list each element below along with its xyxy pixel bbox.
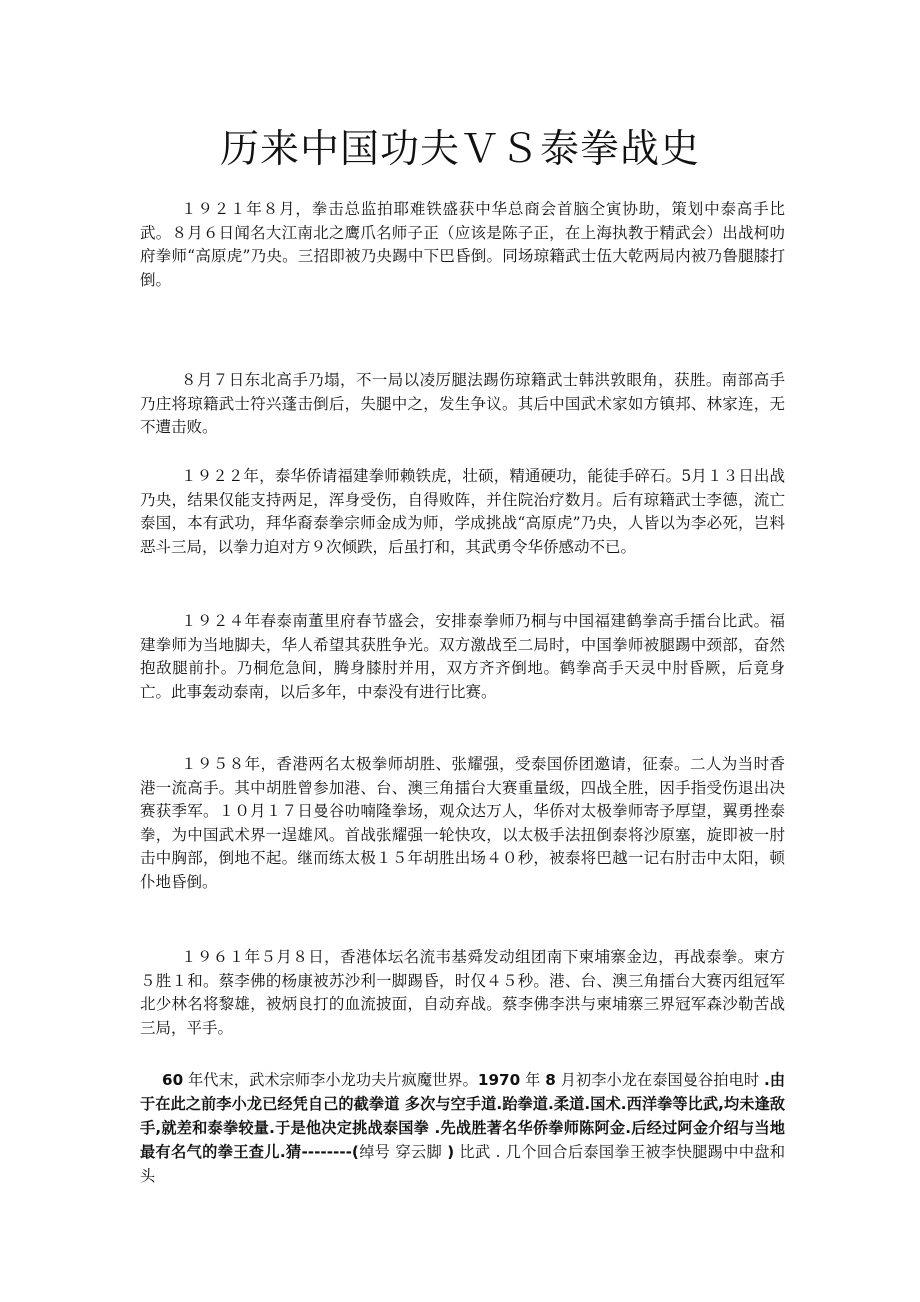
paragraph-1924: １９２４年春泰南董里府春节盛会，安排泰拳师乃桐与中国福建鹤拳高手擂台比武。福建拳师为当地脚夫，华人希望其获胜争光。双方激战至二局时，中国拳师被腿踢中颈部，奋然抱敌腿前扑。乃桐危急间，腾身膝肘并用，双方齐齐倒地。鹤拳高手天灵中肘昏厥，后竟身亡。此事轰动泰南，以后多年，中泰没有进行比赛。: [140, 612, 785, 701]
text-60: 60: [162, 1071, 184, 1089]
text-8: 8: [545, 1071, 556, 1089]
paragraph-1958: １９５８年，香港两名太极拳师胡胜、张耀强，受泰国侨团邀请，征泰。二人为当时香港一流高手。其中胡胜曾参加港、台、澳三角擂台大赛重量级，四战全胜，因手指受伤退出决赛获季军。１０月１７日曼谷叻喃隆拳场，观众达万人，华侨对太极拳师寄予厚望，翼勇挫泰拳，为中国武术界一逞雄风。首战张耀强一轮快攻，以太极手法扭倒泰将沙原塞，旋即被一肘击中胸部，倒地不起。继而练太极１５年胡胜出场４０秒，被泰将巴越一记右肘击中太阳，顿仆地昏倒。: [140, 755, 785, 891]
text-nickname: 绰号 穿云脚: [358, 1143, 448, 1161]
text-segment: 月初李小龙在泰国曼谷拍电时: [555, 1071, 764, 1089]
paragraph-bruce-lee: [140, 1068, 785, 1188]
text-segment-bold: .由于在此之前李小龙已经凭自己的截拳道 多次与空手道.跆拳道.柔道.国术.西洋拳等比武,均未逢敌手,就差和泰拳较量.于是他决定挑战泰国拳 .先战胜著名华侨拳师陈阿金.后经过阿金介绍与当地最有名气的拳王查儿.猜: [140, 1071, 786, 1161]
text-dashes: --------(: [301, 1143, 359, 1161]
paragraph-aug-7: ８月７日东北高手乃塌，不一局以凌厉腿法踢伤琼籍武士韩洪敦眼角，获胜。南部高手乃庄将琼籍武士符兴蓬击倒后，失腿中之，发生争议。其后中国武术家如方镇邦、林家连，无不遭击败。: [140, 371, 785, 437]
paragraph-1922: １９２２年，泰华侨请福建拳师赖铁虎，壮硕，精通硬功，能徒手碎石。5月１３日出战乃央，结果仅能支持两足，浑身受伤，自得败阵，并住院治疗数月。后有琼籍武士李德，流亡泰国，本有武功，拜华裔泰拳宗师金成为师，学成挑战“高原虎”乃央，人皆以为李必死，岂料恶斗三局，以拳力迫对方９次倾跌，后虽打和，其武勇令华侨感动不已。: [140, 467, 785, 556]
text-1970: 1970: [477, 1071, 521, 1089]
text-paren: ): [447, 1143, 455, 1161]
text-segment: 年: [520, 1071, 546, 1089]
paragraph-1921: １９２１年８月，拳击总监拍耶难铁盛获中华总商会首脑仝寅协助，策划中泰高手比武。８月６日闻名大江南北之鹰爪名师子正（应该是陈子正，在上海执教于精武会）出战柯叻府拳师“高原虎”乃央。三招即被乃央踢中下巴昏倒。同场琼籍武士伍大乾两局内被乃鲁腿膝打倒。: [140, 200, 785, 289]
text-segment: 年代末，武术宗师李小龙功夫片疯魔世界。: [183, 1071, 478, 1089]
document-title: 历来中国功夫ＶＳ泰拳战史: [219, 127, 700, 172]
paragraph-1961: １９６１年５月８日，香港体坛名流韦基舜发动组团南下柬埔寨金边，再战泰拳。柬方５胜１和。蔡李佛的杨康被苏沙利一脚踢昏，时仅４５秒。港、台、澳三角擂台大赛丙组冠军北少林名将黎雄，被炳良打的血流披面，自动弃战。蔡李佛李洪与柬埔寨三界冠军森沙勒苦战三局，平手。: [140, 948, 785, 1037]
text-segment: 比武 . 几个回合后泰国拳王被李快腿踢中中盘和头: [140, 1143, 786, 1185]
